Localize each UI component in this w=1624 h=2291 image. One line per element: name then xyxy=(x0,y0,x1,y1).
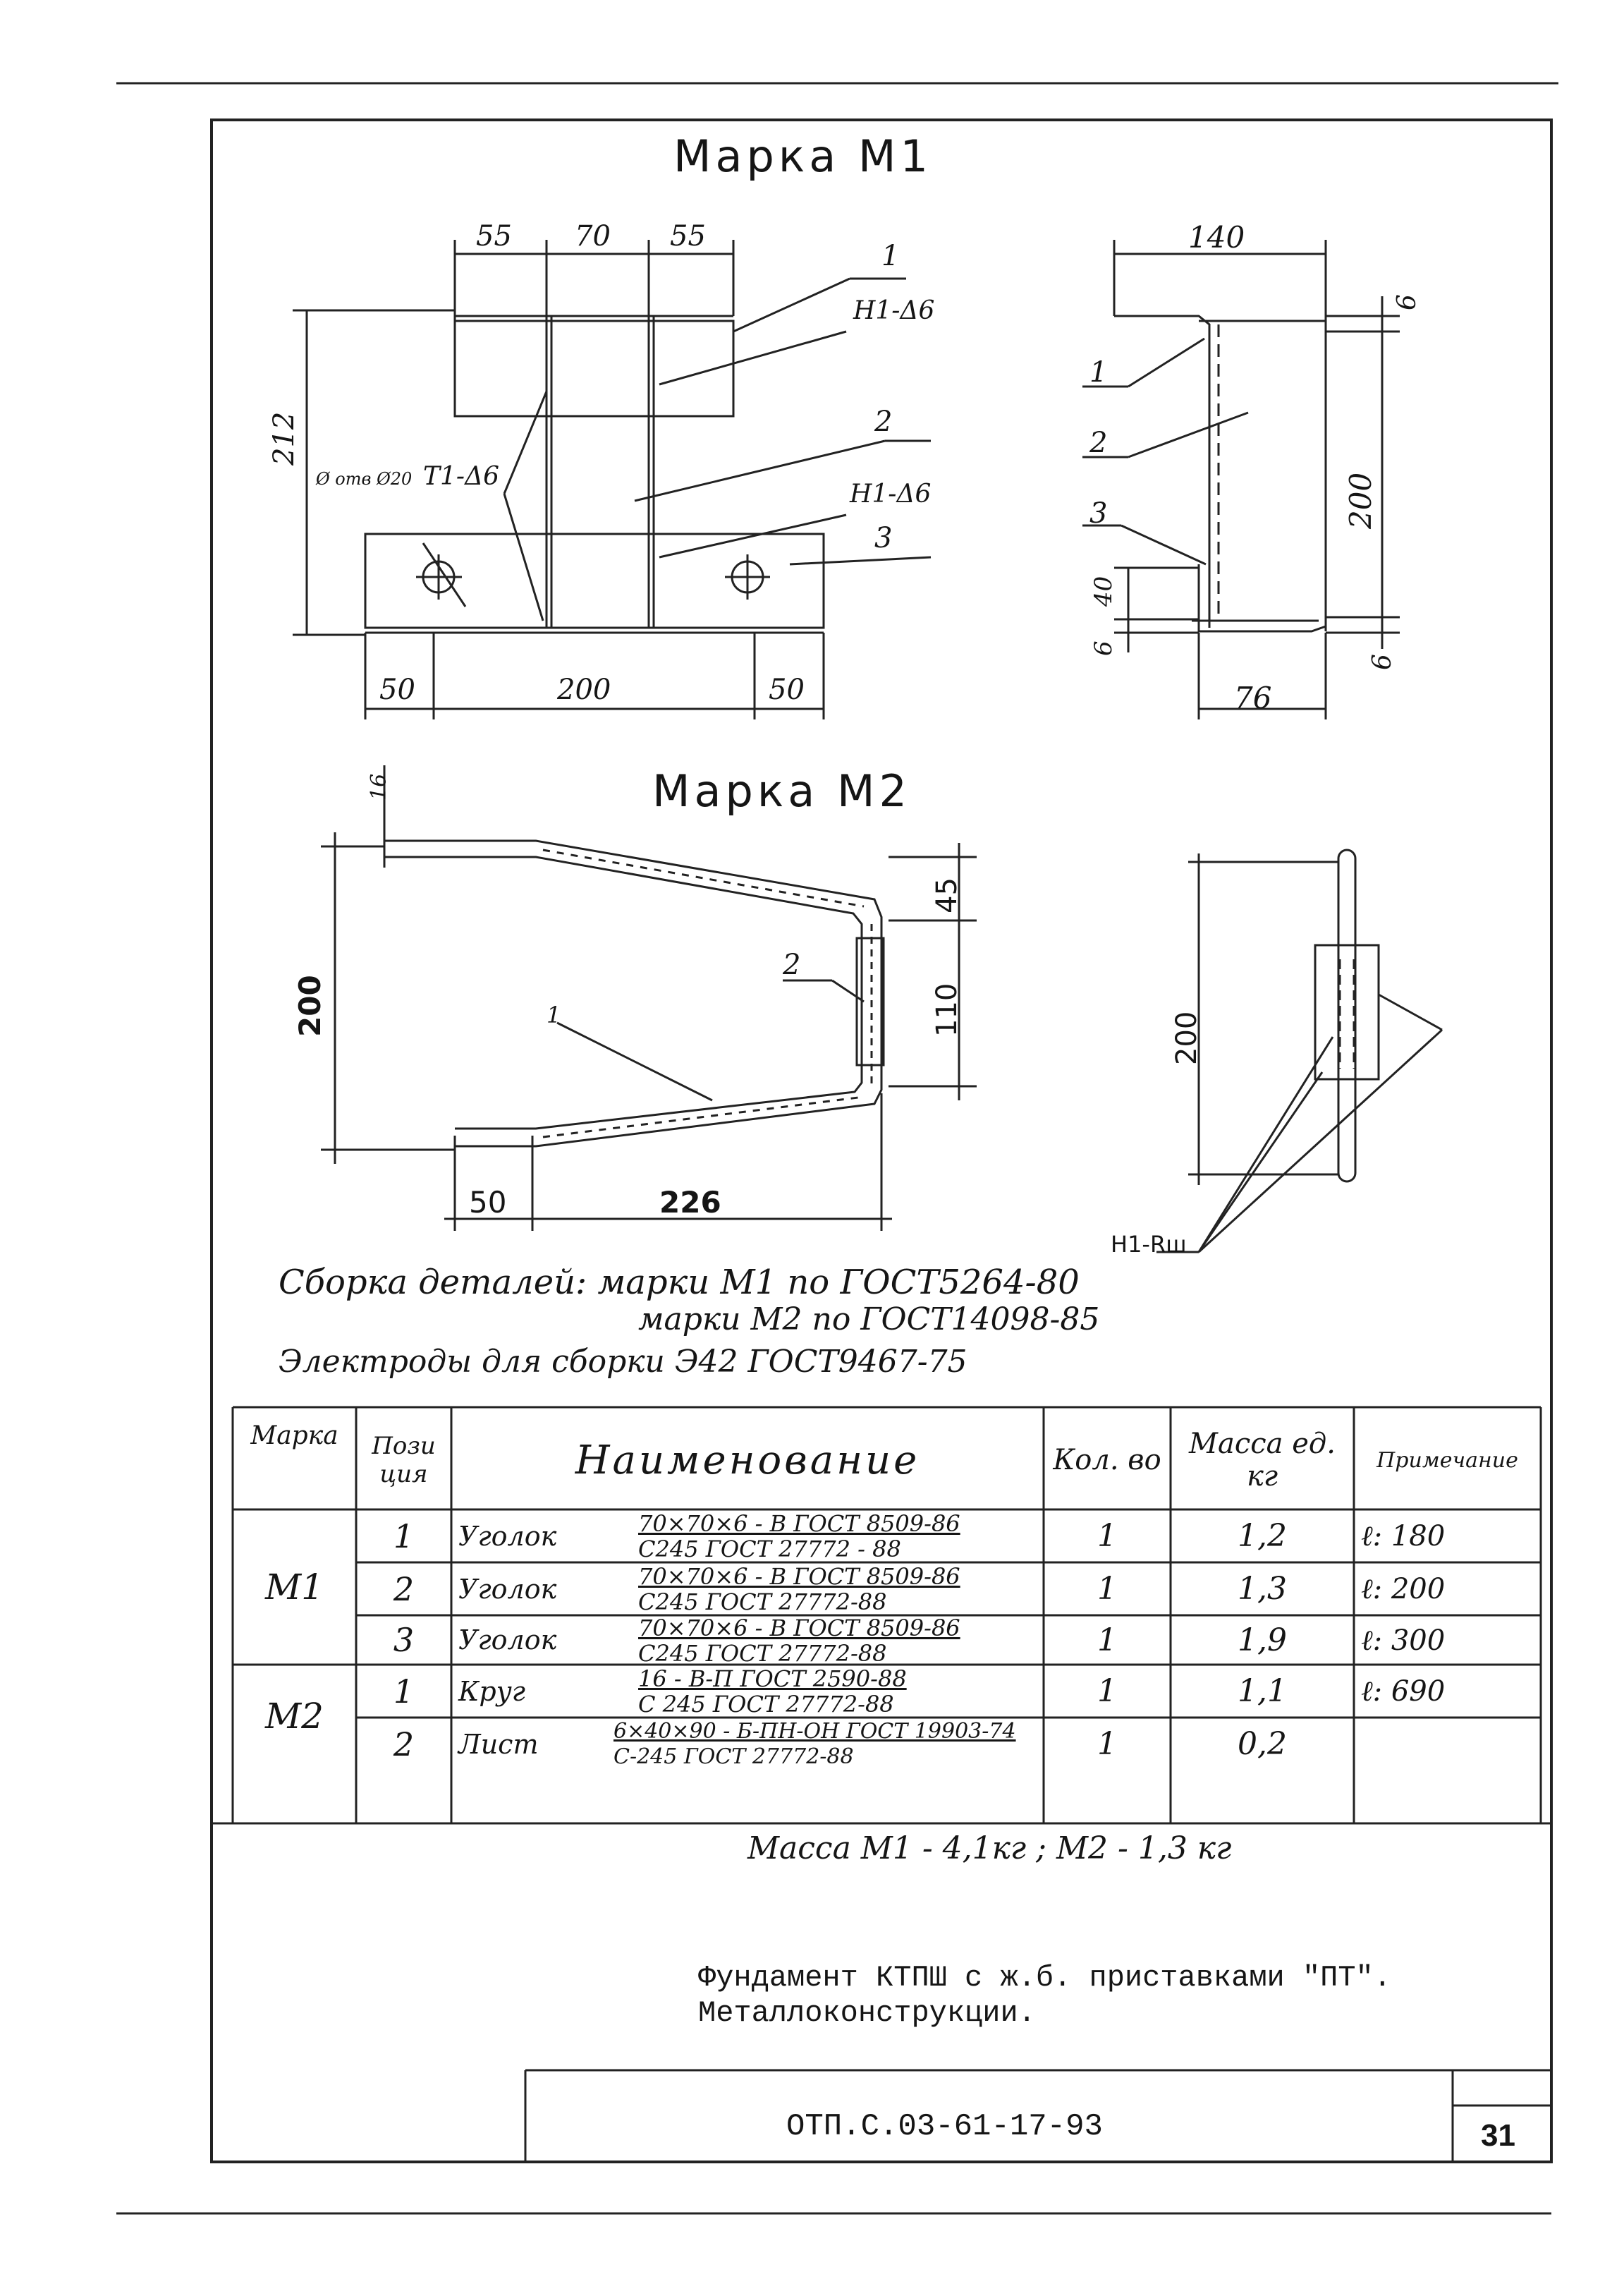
table-header-position: Пози ция xyxy=(372,1432,436,1488)
table-row-3-qty: 1 xyxy=(1097,1673,1117,1709)
mass-total: Масса М1 - 4,1кг ; М2 - 1,3 кг xyxy=(747,1830,1232,1866)
m1-dim-212: 212 xyxy=(268,411,300,466)
m1-callout-pos3: 3 xyxy=(874,522,893,554)
table-row-4-mass: 0,2 xyxy=(1238,1726,1287,1762)
table-header-mass: Масса ед. кг xyxy=(1189,1428,1336,1493)
table-row-0-spec-bottom: С245 ГОСТ 27772 - 88 xyxy=(638,1536,901,1562)
table-row-1-note: ℓ: 200 xyxy=(1361,1573,1446,1605)
m2-dim-200: 200 xyxy=(293,975,327,1037)
m1-callout-pos2: 2 xyxy=(874,406,893,438)
table-row-0-pos: 1 xyxy=(393,1517,415,1555)
m1-callout-weld-top: Н1-Δ6 xyxy=(853,296,935,325)
table-row-4-pos: 2 xyxy=(393,1725,415,1763)
m1-dim-50-right: 50 xyxy=(769,674,805,706)
table-row-4-spec-top: 6×40×90 - Б-ПН-ОН ГОСТ 19903-74 xyxy=(613,1719,1016,1744)
m2-dim-50: 50 xyxy=(469,1185,507,1220)
table-row-4-qty: 1 xyxy=(1097,1726,1117,1762)
table-row-3-spec-top: 16 - В-П ГОСТ 2590-88 xyxy=(638,1665,907,1692)
m2-side-dim-200: 200 xyxy=(1171,1011,1203,1065)
m1-dim-70: 70 xyxy=(575,220,611,253)
m1-side-dim-140: 140 xyxy=(1188,220,1245,255)
table-header-qty: Кол. во xyxy=(1053,1444,1161,1476)
table-row-0-qty: 1 xyxy=(1097,1518,1117,1554)
table-row-2-name: Уголок xyxy=(458,1624,557,1655)
m1-side-dim-40: 40 xyxy=(1089,576,1118,607)
table-row-0-name: Уголок xyxy=(458,1520,557,1552)
title-block-sheet: 31 xyxy=(1481,2118,1515,2153)
m1-callout-hole: Ø отв Ø20 xyxy=(316,469,413,489)
m1-dim-200: 200 xyxy=(557,674,611,706)
m2-dim-226: 226 xyxy=(659,1185,721,1220)
table-row-1-mass: 1,3 xyxy=(1238,1571,1287,1607)
table-row-0-note: ℓ: 180 xyxy=(1361,1520,1446,1552)
m1-callout-pos1: 1 xyxy=(881,240,900,272)
table-row-2-qty: 1 xyxy=(1097,1622,1117,1658)
m2-dim-16: 16 xyxy=(367,773,391,801)
table-row-1-spec-bottom: С245 ГОСТ 27772-88 xyxy=(638,1588,887,1615)
note-welding-line1: Сборка деталей: марки М1 по ГОСТ5264-80 xyxy=(279,1263,1080,1302)
m2-callout-pos2: 2 xyxy=(783,949,801,981)
title-block-name-line1: Фундамент КТПШ с ж.б. приставками "ПТ". xyxy=(698,1961,1391,1995)
m1-side-callout-1: 1 xyxy=(1089,356,1108,389)
m1-side-dim-6-bottom: 6 xyxy=(1368,654,1397,670)
table-row-1-spec-top: 70×70×6 - В ГОСТ 8509-86 xyxy=(638,1563,960,1590)
m1-side-callout-2: 2 xyxy=(1089,427,1108,459)
m2-callout-weld: Н1-Rш xyxy=(1111,1231,1187,1258)
table-row-1-qty: 1 xyxy=(1097,1571,1117,1607)
table-mark-m1: М1 xyxy=(264,1567,324,1608)
title-block-name-line2: Металлоконструкции. xyxy=(698,1996,1036,2030)
m2-callout-pos1: 1 xyxy=(547,1002,561,1028)
m1-side-dim-200: 200 xyxy=(1343,472,1378,529)
table-row-4-spec-bottom: С-245 ГОСТ 27772-88 xyxy=(613,1744,854,1769)
note-welding-line2: марки М2 по ГОСТ14098-85 xyxy=(638,1301,1100,1337)
m2-title: Марка М2 xyxy=(652,765,911,817)
table-row-4-name: Лист xyxy=(458,1728,539,1760)
table-row-2-mass: 1,9 xyxy=(1238,1622,1287,1658)
title-block-code: ОТП.С.03-61-17-93 xyxy=(786,2109,1103,2144)
table-row-0-mass: 1,2 xyxy=(1238,1518,1287,1554)
table-row-1-name: Уголок xyxy=(458,1573,557,1605)
table-row-2-pos: 3 xyxy=(393,1621,415,1659)
table-row-1-pos: 2 xyxy=(393,1569,415,1608)
table-row-3-spec-bottom: С 245 ГОСТ 27772-88 xyxy=(638,1691,894,1718)
m1-dim-55-right: 55 xyxy=(670,220,706,253)
m1-dim-55-left: 55 xyxy=(476,220,512,253)
m1-side-dim-76: 76 xyxy=(1234,681,1272,715)
table-row-2-note: ℓ: 300 xyxy=(1361,1624,1446,1657)
m1-callout-weld-tee: Т1-Δ6 xyxy=(423,462,499,491)
table-header-mark: Марка xyxy=(250,1421,338,1450)
table-row-3-mass: 1,1 xyxy=(1238,1673,1287,1709)
m1-title: Марка М1 xyxy=(673,130,932,182)
m1-side-dim-6-left: 6 xyxy=(1089,640,1118,656)
note-electrodes: Электроды для сборки Э42 ГОСТ9467-75 xyxy=(279,1344,967,1380)
m1-dim-50-left: 50 xyxy=(379,674,415,706)
table-row-3-note: ℓ: 690 xyxy=(1361,1675,1446,1708)
m1-callout-weld-bottom: Н1-Δ6 xyxy=(850,480,932,509)
table-row-2-spec-bottom: С245 ГОСТ 27772-88 xyxy=(638,1640,887,1667)
table-row-3-name: Круг xyxy=(458,1675,525,1707)
table-header-name: Наименование xyxy=(575,1437,920,1483)
table-row-3-pos: 1 xyxy=(393,1672,415,1710)
m2-dim-110: 110 xyxy=(931,983,963,1037)
m2-dim-45: 45 xyxy=(931,877,963,913)
m1-side-dim-6-top: 6 xyxy=(1393,294,1422,310)
table-row-2-spec-top: 70×70×6 - В ГОСТ 8509-86 xyxy=(638,1615,960,1641)
table-mark-m2: М2 xyxy=(264,1695,324,1737)
table-header-note: Примечание xyxy=(1376,1447,1518,1473)
m1-side-callout-3: 3 xyxy=(1089,497,1108,530)
table-row-0-spec-top: 70×70×6 - В ГОСТ 8509-86 xyxy=(638,1510,960,1537)
